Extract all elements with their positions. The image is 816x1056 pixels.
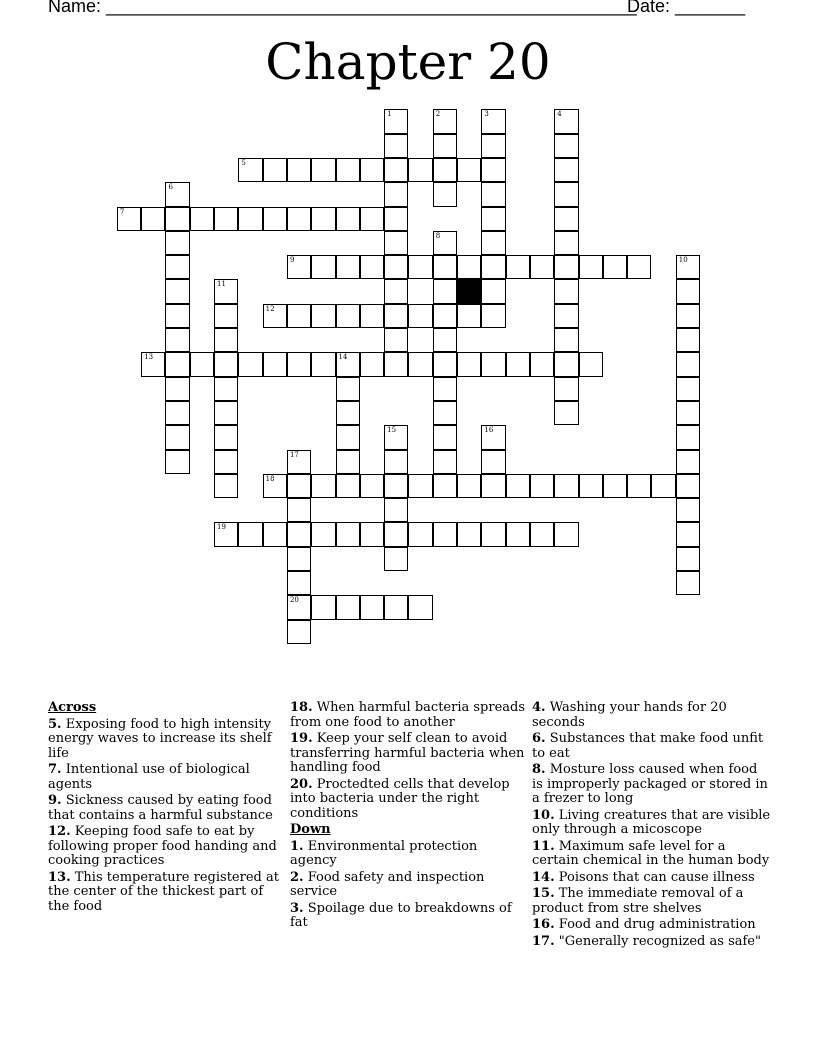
clue-number: 3 — [484, 110, 489, 119]
grid-cell[interactable] — [384, 109, 408, 133]
grid-cell[interactable] — [336, 352, 360, 376]
grid-cell[interactable] — [384, 182, 408, 206]
clue-down-16: 16. Food and drug administration — [532, 917, 756, 932]
grid-cell[interactable] — [360, 595, 384, 619]
clue-across-12: 12. Keeping food safe to eat by following proper food handing and cooking practices — [48, 824, 277, 868]
grid-cell[interactable] — [506, 255, 530, 279]
clue-down-10: 10. Living creatures that are visible only through a micoscope — [532, 807, 771, 837]
grid-cell[interactable] — [165, 425, 189, 449]
grid-cell[interactable] — [554, 134, 578, 158]
grid-cell[interactable] — [214, 377, 238, 401]
grid-cell[interactable] — [336, 595, 360, 619]
grid-cell[interactable] — [238, 352, 262, 376]
grid-cell[interactable] — [311, 595, 335, 619]
clue-number: 4 — [557, 110, 562, 119]
grid-cell[interactable] — [287, 450, 311, 474]
grid-cell[interactable] — [457, 352, 481, 376]
grid-cell[interactable] — [457, 304, 481, 328]
grid-cell[interactable] — [554, 158, 578, 182]
grid-cell[interactable] — [360, 352, 384, 376]
clue-number: 16 — [484, 426, 494, 435]
grid-cell[interactable] — [433, 352, 457, 376]
grid-cell[interactable] — [214, 474, 238, 498]
grid-cell[interactable] — [238, 207, 262, 231]
grid-cell[interactable] — [506, 522, 530, 546]
grid-cell[interactable] — [457, 158, 481, 182]
clue-down-4: 4. Washing your hands for 20 seconds — [532, 700, 727, 730]
grid-cell[interactable] — [433, 522, 457, 546]
grid-cell[interactable] — [579, 255, 603, 279]
grid-cell[interactable] — [481, 474, 505, 498]
grid-cell[interactable] — [627, 474, 651, 498]
clue-number: 9 — [289, 256, 295, 265]
grid-cell[interactable] — [457, 255, 481, 279]
grid-cell[interactable] — [481, 450, 505, 474]
grid-cell[interactable] — [165, 182, 189, 206]
grid-cell[interactable] — [481, 425, 505, 449]
grid-cell[interactable] — [287, 304, 311, 328]
grid-cell[interactable] — [554, 401, 578, 425]
grid-cell[interactable] — [676, 328, 700, 352]
grid-cell[interactable] — [676, 498, 700, 522]
grid-cell[interactable] — [165, 231, 189, 255]
clue-number: 13 — [144, 353, 154, 362]
grid-cell[interactable] — [433, 328, 457, 352]
grid-cell[interactable] — [433, 450, 457, 474]
grid-cell[interactable] — [336, 255, 360, 279]
clue-number: 5 — [241, 158, 246, 167]
grid-cell[interactable] — [676, 401, 700, 425]
grid-cell[interactable] — [676, 474, 700, 498]
grid-cell[interactable] — [336, 450, 360, 474]
down-heading: Down — [290, 822, 331, 837]
grid-cell[interactable] — [481, 279, 505, 303]
grid-cell[interactable] — [287, 620, 311, 644]
grid-cell[interactable] — [360, 255, 384, 279]
grid-cell[interactable] — [481, 231, 505, 255]
grid-cell[interactable] — [165, 207, 189, 231]
clue-down-17: 17. "Generally recognized as safe" — [532, 933, 761, 949]
grid-cell[interactable] — [433, 279, 457, 303]
grid-cell[interactable] — [554, 352, 578, 376]
grid-cell[interactable] — [360, 522, 384, 546]
grid-cell[interactable] — [530, 522, 554, 546]
grid-cell[interactable] — [287, 522, 311, 546]
grid-cell[interactable] — [579, 474, 603, 498]
clue-across-9: 9. Sickness caused by eating food that contains a harmful substance — [48, 793, 273, 823]
grid-cell[interactable] — [481, 134, 505, 158]
grid-cell[interactable] — [408, 595, 432, 619]
grid-cell[interactable] — [263, 207, 287, 231]
grid-cell[interactable] — [336, 304, 360, 328]
clue-number: 2 — [435, 110, 441, 119]
grid-cell[interactable] — [263, 474, 287, 498]
grid-cell[interactable] — [336, 377, 360, 401]
grid-cell[interactable] — [190, 207, 214, 231]
grid-cell[interactable] — [384, 207, 408, 231]
clue-number: 20 — [289, 596, 299, 605]
clue-number: 8 — [435, 231, 441, 240]
grid-cell[interactable] — [263, 304, 287, 328]
grid-cell[interactable] — [481, 522, 505, 546]
clue-down-15: 15. The immediate removal of a product from stre shelves — [532, 886, 744, 916]
grid-cell[interactable] — [214, 425, 238, 449]
grid-cell[interactable] — [408, 352, 432, 376]
grid-cell[interactable] — [263, 352, 287, 376]
grid-cell[interactable] — [603, 255, 627, 279]
grid-cell[interactable] — [384, 255, 408, 279]
clue-number: 1 — [387, 110, 392, 119]
grid-cell[interactable] — [408, 158, 432, 182]
grid-cell[interactable] — [384, 279, 408, 303]
clue-number: 19 — [217, 523, 226, 532]
grid-cell[interactable] — [141, 207, 165, 231]
page-title: Chapter 20 — [265, 33, 551, 91]
clue-across-5: 5. Exposing food to high intensity energy waves to increase its shelf life — [48, 716, 272, 761]
across-heading: Across — [48, 700, 97, 715]
grid-cell[interactable] — [311, 304, 335, 328]
grid-cell[interactable] — [408, 522, 432, 546]
clue-down-11: 11. Maximum safe level for a certain chemical in the human body — [532, 838, 770, 868]
date-field-label: Date: _______ — [627, 0, 746, 16]
grid-cell[interactable] — [117, 207, 141, 231]
grid-cell[interactable] — [554, 328, 578, 352]
grid-cell[interactable] — [311, 522, 335, 546]
black-square — [457, 279, 481, 303]
grid-cell[interactable] — [384, 595, 408, 619]
grid-cell[interactable] — [336, 401, 360, 425]
clue-across-7: 7. Intentional use of biological agents — [48, 762, 250, 792]
grid-cell[interactable] — [141, 352, 165, 376]
clue-number: 17 — [289, 450, 299, 459]
grid-cell[interactable] — [579, 352, 603, 376]
grid-cell[interactable] — [554, 377, 578, 401]
grid-cell[interactable] — [384, 134, 408, 158]
grid-cell[interactable] — [433, 109, 457, 133]
clue-across-20: 20. Proctedted cells that develop into bacteria under the right conditions — [290, 776, 510, 821]
grid-cell[interactable] — [433, 474, 457, 498]
grid-cell[interactable] — [384, 328, 408, 352]
grid-cell[interactable] — [554, 304, 578, 328]
clue-down-6: 6. Substances that make food unfit to eat — [532, 731, 764, 761]
grid-cell[interactable] — [676, 522, 700, 546]
clue-across-18: 18. When harmful bacteria spreads from one food to another — [290, 700, 526, 730]
grid-cell[interactable] — [165, 255, 189, 279]
grid-cell[interactable] — [676, 571, 700, 595]
grid-cell[interactable] — [287, 547, 311, 571]
grid-cell[interactable] — [433, 255, 457, 279]
grid-cell[interactable] — [554, 255, 578, 279]
grid-cell[interactable] — [190, 352, 214, 376]
grid-cell[interactable] — [554, 231, 578, 255]
grid-cell[interactable] — [530, 474, 554, 498]
grid-cell[interactable] — [287, 474, 311, 498]
grid-cell[interactable] — [481, 182, 505, 206]
grid-cell[interactable] — [481, 207, 505, 231]
grid-cell[interactable] — [214, 279, 238, 303]
grid-cell[interactable] — [165, 377, 189, 401]
grid-cell[interactable] — [384, 231, 408, 255]
grid-cell[interactable] — [408, 304, 432, 328]
grid-cell[interactable] — [311, 207, 335, 231]
grid-cell[interactable] — [554, 109, 578, 133]
grid-cell[interactable] — [263, 158, 287, 182]
grid-cell[interactable] — [433, 401, 457, 425]
clue-down-3: 3. Spoilage due to breakdowns of fat — [290, 900, 512, 930]
grid-cell[interactable] — [214, 450, 238, 474]
grid-cell[interactable] — [481, 158, 505, 182]
grid-cell[interactable] — [554, 474, 578, 498]
grid-cell[interactable] — [554, 522, 578, 546]
grid-cell[interactable] — [311, 158, 335, 182]
grid-cell[interactable] — [603, 474, 627, 498]
grid-cell[interactable] — [384, 547, 408, 571]
clue-down-8: 8. Mosture loss caused when food is improperly packaged or stored in a frezer to long — [532, 762, 768, 806]
grid-cell[interactable] — [336, 158, 360, 182]
grid-cell[interactable] — [165, 352, 189, 376]
grid-cell[interactable] — [238, 522, 262, 546]
clue-down-14: 14. Poisons that can cause illness — [532, 869, 755, 885]
grid-cell[interactable] — [433, 425, 457, 449]
grid-cell[interactable] — [676, 304, 700, 328]
grid-cell[interactable] — [481, 109, 505, 133]
clue-across-13: 13. This temperature registered at the center of the thickest part of the food — [48, 869, 279, 914]
grid-cell[interactable] — [676, 352, 700, 376]
grid-cell[interactable] — [433, 158, 457, 182]
grid-cell[interactable] — [408, 255, 432, 279]
grid-cell[interactable] — [554, 207, 578, 231]
grid-cell[interactable] — [457, 522, 481, 546]
clue-number: 6 — [168, 183, 173, 192]
grid-cell[interactable] — [506, 352, 530, 376]
grid-cell[interactable] — [165, 279, 189, 303]
grid-cell[interactable] — [360, 304, 384, 328]
clue-across-19: 19. Keep your self clean to avoid transferring harmful bacteria when handling food — [290, 731, 525, 775]
grid-cell[interactable] — [311, 352, 335, 376]
grid-cell[interactable] — [676, 547, 700, 571]
clue-down-1: 1. Environmental protection agency — [290, 838, 478, 868]
grid-cell[interactable] — [530, 255, 554, 279]
grid-cell[interactable] — [238, 158, 262, 182]
clue-number: 15 — [387, 426, 397, 435]
grid-cell[interactable] — [384, 352, 408, 376]
grid-cell[interactable] — [676, 377, 700, 401]
grid-cell[interactable] — [214, 207, 238, 231]
grid-cell[interactable] — [214, 304, 238, 328]
grid-cell[interactable] — [311, 255, 335, 279]
grid-cell[interactable] — [214, 328, 238, 352]
grid-cell[interactable] — [384, 158, 408, 182]
grid-cell[interactable] — [433, 134, 457, 158]
grid-cell[interactable] — [214, 401, 238, 425]
grid-cell[interactable] — [263, 522, 287, 546]
clue-number: 11 — [217, 280, 226, 289]
grid-cell[interactable] — [311, 474, 335, 498]
grid-cell[interactable] — [336, 207, 360, 231]
grid-cell[interactable] — [506, 474, 530, 498]
grid-cell[interactable] — [384, 498, 408, 522]
grid-cell[interactable] — [481, 352, 505, 376]
grid-cell[interactable] — [287, 255, 311, 279]
grid-cell[interactable] — [481, 255, 505, 279]
grid-cell[interactable] — [676, 255, 700, 279]
grid-cell[interactable] — [384, 474, 408, 498]
grid-cell[interactable] — [336, 522, 360, 546]
grid-cell[interactable] — [384, 450, 408, 474]
grid-cell[interactable] — [408, 474, 432, 498]
grid-cell[interactable] — [360, 207, 384, 231]
grid-cell[interactable] — [384, 304, 408, 328]
grid-cell[interactable] — [384, 425, 408, 449]
grid-cell[interactable] — [433, 377, 457, 401]
clue-down-2: 2. Food safety and inspection service — [290, 869, 485, 899]
grid-cell[interactable] — [165, 328, 189, 352]
clue-column-1 — [48, 701, 283, 916]
grid-cell[interactable] — [287, 498, 311, 522]
grid-cell[interactable] — [433, 304, 457, 328]
grid-cell[interactable] — [530, 352, 554, 376]
grid-cell[interactable] — [433, 231, 457, 255]
clue-column-3 — [532, 701, 772, 951]
grid-cell[interactable] — [554, 279, 578, 303]
grid-cell[interactable] — [287, 352, 311, 376]
grid-cell[interactable] — [287, 207, 311, 231]
grid-cell[interactable] — [481, 304, 505, 328]
grid-cell[interactable] — [287, 595, 311, 619]
grid-cell[interactable] — [165, 304, 189, 328]
clue-number: 12 — [265, 304, 275, 313]
clue-column-2 — [290, 701, 526, 933]
grid-cell[interactable] — [214, 352, 238, 376]
grid-cell[interactable] — [165, 450, 189, 474]
grid-cell[interactable] — [360, 158, 384, 182]
name-field-label: Name: _____________________________________________________ — [48, 0, 637, 16]
clue-number: 14 — [338, 353, 348, 362]
grid-cell[interactable] — [336, 474, 360, 498]
grid-cell[interactable] — [457, 474, 481, 498]
clue-number: 18 — [265, 474, 275, 483]
grid-cell[interactable] — [676, 450, 700, 474]
clue-number: 10 — [678, 256, 688, 265]
grid-cell[interactable] — [287, 158, 311, 182]
grid-cell[interactable] — [651, 474, 675, 498]
grid-cell[interactable] — [214, 522, 238, 546]
grid-cell[interactable] — [336, 425, 360, 449]
grid-cell[interactable] — [627, 255, 651, 279]
grid-cell[interactable] — [360, 474, 384, 498]
grid-cell[interactable] — [165, 401, 189, 425]
grid-cell[interactable] — [287, 571, 311, 595]
clue-number: 7 — [119, 207, 125, 216]
grid-cell[interactable] — [676, 425, 700, 449]
grid-cell[interactable] — [554, 182, 578, 206]
grid-cell[interactable] — [433, 182, 457, 206]
grid-cell[interactable] — [384, 522, 408, 546]
grid-cell[interactable] — [676, 279, 700, 303]
